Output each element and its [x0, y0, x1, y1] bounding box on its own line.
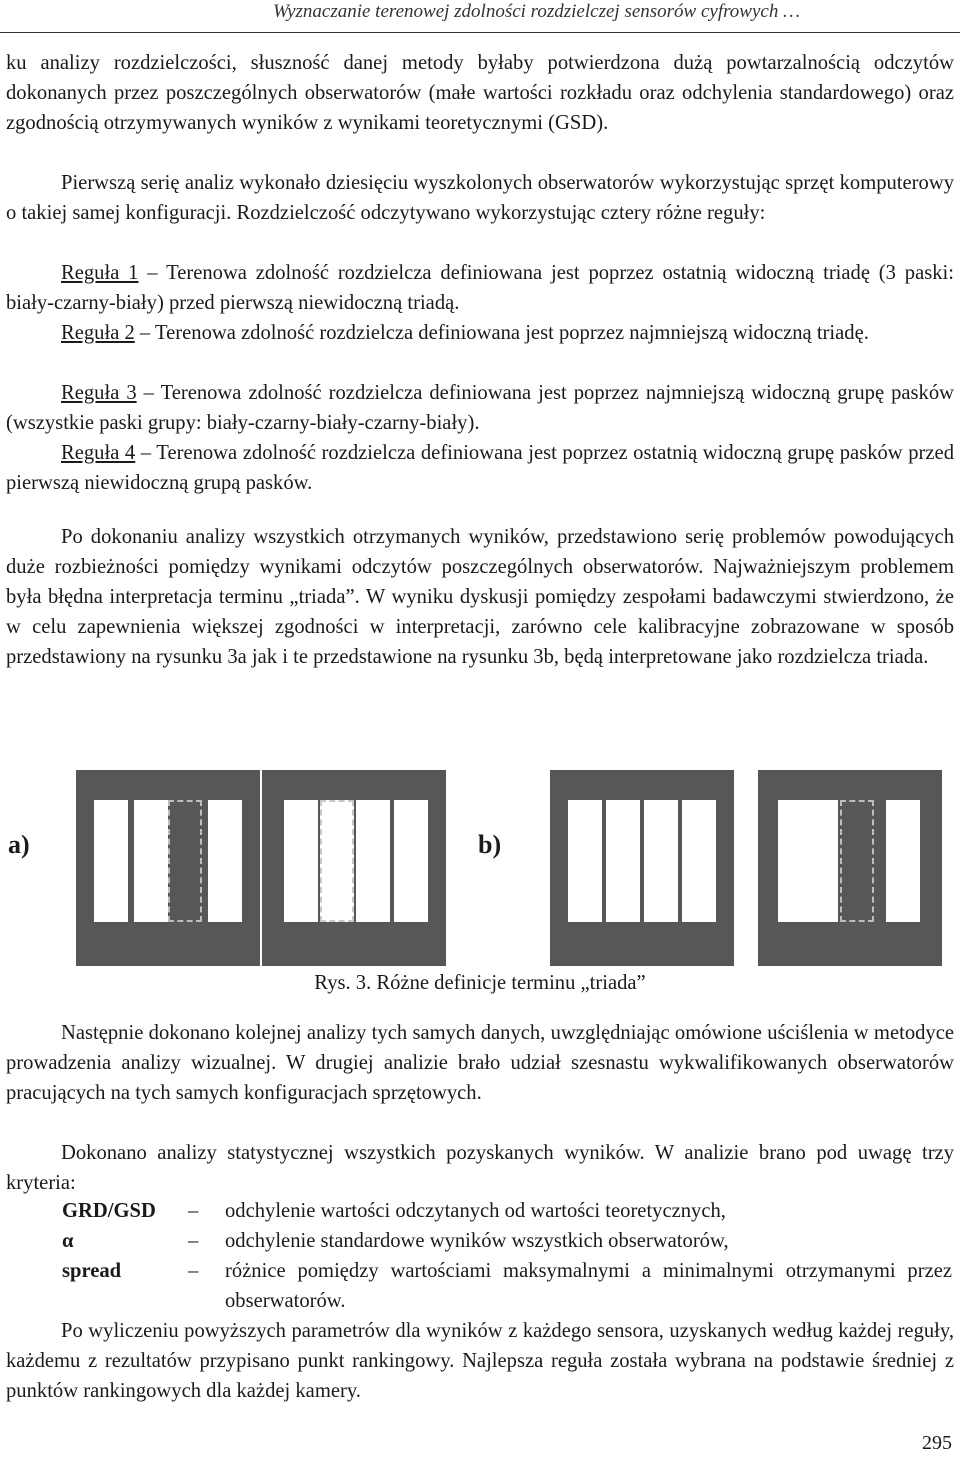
rule-1-text: – Terenowa zdolność rozdzielcza definiowana jest poprzez ostatnią widoczną triadę (3 paski: biały-czarny-biały) przed pierwszą niewidoczną triadą.: [6, 262, 954, 314]
page-number: 295: [922, 1432, 952, 1454]
criterion-term: GRD/GSD: [62, 1200, 156, 1222]
white-bar: [94, 800, 128, 922]
rule-4-text: – Terenowa zdolność rozdzielcza definiowana jest poprzez ostatnią widoczną grupę pasków przed pierwszą niewidoczną grupą pasków.: [6, 442, 954, 494]
target-panel-b1: [550, 770, 734, 966]
rule-3: [6, 378, 954, 438]
rule-4: [6, 438, 954, 498]
rule-2-text: – Terenowa zdolność rozdzielcza definiowana jest poprzez najmniejszą widoczną triadę.: [134, 322, 869, 344]
paragraph-continuation: ku analizy rozdzielczości, słuszność danej metody byłaby potwierdzona dużą powtarzalnością odczytów dokonanych przez poszczególnych obserwatorów (małe wartości rozkładu oraz odchylenia standardowego) oraz zgodnością otrzymywanych wyników z wynikami teoretycznymi (GSD).: [6, 52, 954, 134]
paragraph-criteria-intro: Dokonano analizy statystycznej wszystkich pozyskanych wyników. W analizie brano pod uwagę trzy kryteria:: [6, 1142, 954, 1194]
running-header: [0, 0, 960, 33]
criterion-definition: odchylenie standardowe wyników wszystkich obserwatorów,: [225, 1230, 729, 1252]
white-bar: [284, 800, 318, 922]
criterion-definition: różnice pomiędzy wartościami maksymalnymi a minimalnymi otrzymanymi przez obserwatorów.: [225, 1260, 952, 1312]
rule-1-name: Reguła 1: [61, 262, 139, 284]
running-title: Wyznaczanie terenowej zdolności rozdzielczej sensorów cyfrowych …: [272, 1, 800, 22]
white-bar: [134, 800, 168, 922]
rule-2: [6, 318, 954, 348]
criterion-dash: –: [188, 1200, 199, 1222]
figure-label-a: a): [8, 830, 30, 859]
dashed-triad-outline: [320, 800, 354, 922]
paragraph-first-series: Pierwszą serię analiz wykonało dziesięciu wyszkolonych obserwatorów wykorzystując sprzęt komputerowy o takiej samej konfiguracji. Rozdzielczość odczytywano wykorzystując cztery różne reguły:: [6, 172, 954, 224]
target-panel-a2: [262, 770, 446, 966]
paragraph-problems: Po dokonaniu analizy wszystkich otrzymanych wyników, przedstawiono serię problemów powodujących duże rozbieżności pomiędzy wynikami odczytów poszczególnych obserwatorów. Najważniejszym problemem była błędna interpretacja terminu „triada”. W wyniku dyskusji pomiędzy zespołami badawczymi stwierdzono, że w celu zapewnienia większej zgodności w interpretacji, zarówno cele kalibracyjne zobrazowane w sposób przedstawiony na rysunku 3a jak i te przedstawione na rysunku 3b, będą interpretowane jako rozdzielcza triada.: [6, 526, 954, 668]
white-bar: [804, 800, 838, 922]
white-bar: [682, 800, 716, 922]
criterion-dash: –: [188, 1260, 199, 1282]
paragraph-second-analysis: Następnie dokonano kolejnej analizy tych samych danych, uwzględniając omówione uściślenia w metodyce prowadzenia analizy wizualnej. W drugiej analizie brało udział szesnastu wykwalifikowanych obserwatorów pracujących na tych samych konfiguracjach sprzętowych.: [6, 1022, 954, 1104]
criterion-term: α: [62, 1230, 74, 1252]
rule-3-name: Reguła 3: [61, 382, 137, 404]
criterion-grd-gsd: [62, 1196, 952, 1226]
white-bar: [208, 800, 242, 922]
white-bar: [606, 800, 640, 922]
figure-3: [0, 770, 960, 966]
paragraph-ranking: Po wyliczeniu powyższych parametrów dla wyników z każdego sensora, uzyskanych według każdej reguły, każdemu z rezultatów przypisano punkt rankingowy. Najlepsza reguła została wybrana na podstawie średniej z punktów rankingowych dla każdej kamery.: [6, 1320, 954, 1402]
white-bar: [886, 800, 920, 922]
target-panel-b2: [758, 770, 942, 966]
white-bar: [356, 800, 390, 922]
dashed-triad-outline: [168, 800, 202, 922]
white-bar: [568, 800, 602, 922]
criterion-alpha: [62, 1226, 952, 1256]
criterion-spread: [62, 1256, 952, 1316]
dashed-triad-outline: [840, 800, 874, 922]
criterion-definition: odchylenie wartości odczytanych od wartości teoretycznych,: [225, 1200, 726, 1222]
rule-3-text: – Terenowa zdolność rozdzielcza definiowana jest poprzez najmniejszą widoczną grupę pasków (wszystkie paski grupy: biały-czarny-biały-czarny-biały).: [6, 382, 954, 434]
criterion-dash: –: [188, 1230, 199, 1252]
criterion-term: spread: [62, 1260, 122, 1282]
rule-2-name: Reguła 2: [61, 322, 135, 344]
white-bar: [394, 800, 428, 922]
target-panel-a1: [76, 770, 260, 966]
figure-caption: Rys. 3. Różne definicje terminu „triada”: [314, 972, 646, 994]
figure-label-b: b): [478, 830, 502, 859]
white-bar: [644, 800, 678, 922]
rule-1: [6, 258, 954, 318]
rule-4-name: Reguła 4: [61, 442, 136, 464]
